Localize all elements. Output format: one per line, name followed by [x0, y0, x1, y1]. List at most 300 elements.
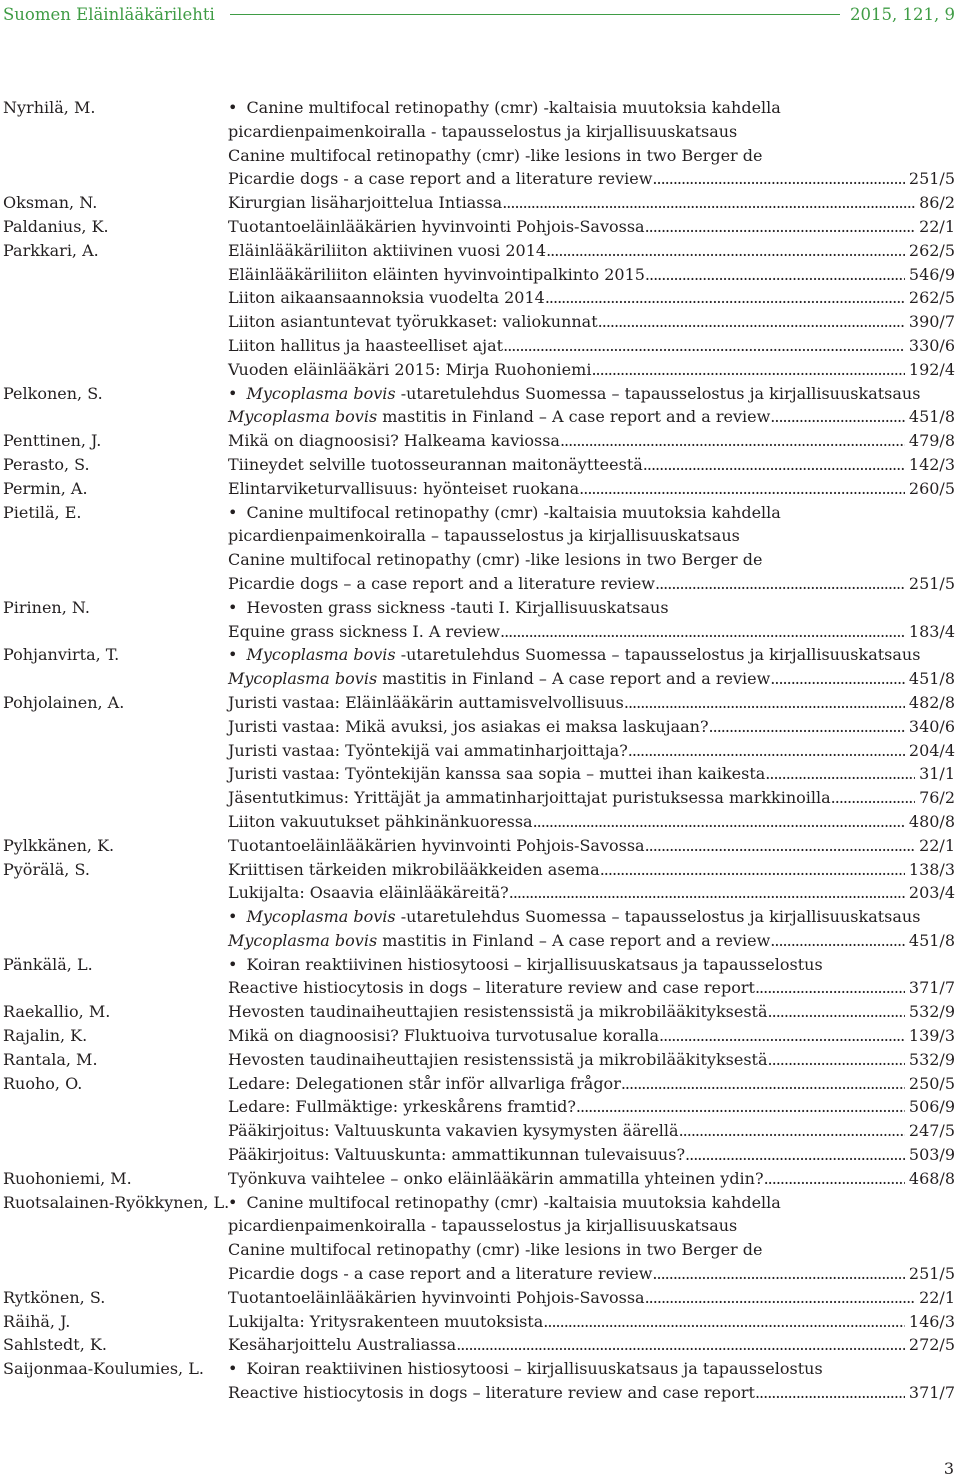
article-title: [228, 167, 652, 191]
page-reference: 251/5: [908, 169, 955, 189]
title-text: Tiineydet selville tuotosseurannan maitonäytteestä: [228, 454, 643, 474]
author-name: Rytkönen, S.: [3, 1287, 106, 1307]
page-reference: 138/3: [908, 859, 955, 879]
article-title: [228, 691, 624, 715]
index-entry: [3, 477, 955, 501]
article-title: [228, 215, 645, 239]
index-entry: [3, 691, 955, 834]
article-line: [228, 1119, 955, 1143]
article-title: [228, 1167, 764, 1191]
bullet-marker: •: [228, 954, 238, 974]
article-line: [228, 429, 955, 453]
index-entry: [3, 1357, 955, 1405]
dot-leader: [509, 881, 905, 905]
title-text: Mikä on diagnoosisi? Fluktuoiva turvotusalue koralla: [228, 1026, 660, 1046]
article-line: [228, 239, 955, 263]
article-list: [228, 1000, 955, 1024]
title-text: mastitis in Finland – A case report and a review: [377, 407, 771, 427]
article-list: [228, 596, 955, 644]
article-line: [228, 834, 955, 858]
page-reference: 203/4: [908, 883, 955, 903]
article-line: [228, 643, 955, 667]
dot-leader: [533, 810, 905, 834]
title-text: Canine multifocal retinopathy (cmr) -kaltaisia muutoksia kahdella: [246, 98, 781, 117]
issue-info: 2015, 121, 9: [850, 4, 955, 24]
article-list: [228, 1286, 955, 1310]
article-line: [228, 881, 955, 905]
author-name: Pänkälä, L.: [3, 954, 93, 974]
author-name: Oksman, N.: [3, 193, 98, 213]
author-name: Pylkkänen, K.: [3, 835, 115, 855]
article-line: [228, 1357, 955, 1381]
article-title: [228, 1310, 543, 1334]
title-text: Reactive histiocytosis in dogs – literature review and case report: [228, 978, 755, 998]
title-text: Juristi vastaa: Eläinlääkärin auttamisvelvollisuus: [228, 692, 624, 712]
title-text: Equine grass sickness I. A review: [228, 621, 500, 641]
dot-leader: [652, 167, 905, 191]
page-reference: 139/3: [908, 1026, 955, 1046]
article-title: [228, 1119, 679, 1143]
index-entry: [3, 858, 955, 953]
author-index: [3, 96, 955, 1405]
title-text: -utaretulehdus Suomessa – tapausselostus ja kirjallisuuskatsaus: [395, 907, 921, 927]
page-reference: 451/8: [908, 407, 955, 427]
running-header: [3, 2, 955, 26]
article-line: [228, 1286, 955, 1310]
article-line: [228, 405, 955, 429]
title-text: Juristi vastaa: Työntekijän kanssa saa sopia – muttei ihan kaikesta: [228, 764, 766, 784]
index-entry: [3, 96, 955, 191]
title-text: Liiton aikaansaannoksia vuodelta 2014: [228, 288, 545, 308]
index-entry: [3, 501, 955, 596]
dot-leader: [624, 691, 905, 715]
dot-leader: [770, 929, 905, 953]
article-line: [228, 953, 955, 977]
page-reference: 532/9: [908, 1002, 955, 1022]
page-reference: 262/5: [908, 288, 955, 308]
title-text: Koiran reaktiivinen histiosytoosi – kirjallisuuskatsaus ja tapausselostus: [246, 1359, 823, 1379]
page-reference: 390/7: [908, 312, 955, 332]
dot-leader: [645, 215, 915, 239]
title-text: Kriittisen tärkeiden mikrobilääkkeiden asema: [228, 859, 600, 879]
article-title: [228, 905, 920, 929]
article-title: [228, 1262, 652, 1286]
title-text: Eläinlääkäriliiton eläinten hyvinvointipalkinto 2015: [228, 264, 645, 284]
index-entry: [3, 1333, 955, 1357]
page-reference: 482/8: [908, 692, 955, 712]
article-line: [228, 334, 955, 358]
bullet-marker: •: [228, 1192, 238, 1212]
dot-leader: [502, 191, 915, 215]
dot-leader: [560, 429, 905, 453]
page-reference: 340/6: [908, 716, 955, 736]
index-entry: [3, 1286, 955, 1310]
author-name: Paldanius, K.: [3, 216, 109, 236]
bullet-marker: •: [228, 383, 238, 403]
page-reference: 22/1: [919, 216, 955, 236]
page-reference: 479/8: [908, 431, 955, 451]
title-text: Mikä on diagnoosisi? Halkeama kaviossa: [228, 431, 560, 451]
article-title: [228, 1214, 737, 1238]
page-reference: 371/7: [908, 1383, 955, 1403]
article-line: [228, 691, 955, 715]
article-list: [228, 501, 955, 596]
dot-leader: [765, 762, 915, 786]
author-name: Saijonmaa-Koulumies, L.: [3, 1359, 204, 1379]
title-text: mastitis in Finland – A case report and a review: [377, 669, 771, 689]
page-reference: 503/9: [908, 1145, 955, 1165]
article-list: [228, 953, 955, 1001]
article-line: [228, 858, 955, 882]
page-reference: 142/3: [908, 454, 955, 474]
species-name: Mycoplasma bovis: [246, 907, 396, 927]
dot-leader: [768, 1000, 905, 1024]
bullet-marker: •: [228, 502, 238, 522]
author-name: Rantala, M.: [3, 1049, 98, 1069]
article-list: [228, 1333, 955, 1357]
article-title: [228, 976, 755, 1000]
article-title: [228, 477, 579, 501]
article-title: [228, 858, 600, 882]
article-title: [228, 453, 643, 477]
article-line: [228, 191, 955, 215]
article-list: [228, 96, 955, 191]
article-list: [228, 1357, 955, 1405]
title-text: Canine multifocal retinopathy (cmr) -like lesions in two Berger de: [228, 550, 763, 570]
title-text: Liiton hallitus ja haasteelliset ajat: [228, 335, 504, 355]
title-text: Hevosten grass sickness -tauti I. Kirjallisuuskatsaus: [246, 597, 669, 617]
page-reference: 146/3: [908, 1311, 955, 1331]
species-name: Mycoplasma bovis: [246, 645, 396, 665]
article-list: [228, 1024, 955, 1048]
dot-leader: [621, 1072, 905, 1096]
article-line: [228, 263, 955, 287]
title-text: picardienpaimenkoiralla – tapausselostus ja kirjallisuuskatsaus: [228, 526, 740, 546]
article-title: [228, 1286, 645, 1310]
page-reference: 506/9: [908, 1097, 955, 1117]
title-text: -utaretulehdus Suomessa – tapausselostus ja kirjallisuuskatsaus: [395, 383, 921, 403]
article-list: [228, 215, 955, 239]
page-reference: 260/5: [908, 478, 955, 498]
author-name: Parkkari, A.: [3, 240, 99, 260]
article-line: [228, 1024, 955, 1048]
article-title: [228, 953, 823, 977]
article-line: [228, 358, 955, 382]
article-title: [228, 1024, 659, 1048]
article-list: [228, 1310, 955, 1334]
author-name: Räihä, J.: [3, 1311, 71, 1331]
article-title: [228, 144, 762, 168]
title-text: picardienpaimenkoiralla - tapausselostus ja kirjallisuuskatsaus: [228, 121, 738, 141]
title-text: Koiran reaktiivinen histiosytoosi – kirjallisuuskatsaus ja tapausselostus: [246, 954, 823, 974]
article-line: [228, 1048, 955, 1072]
dot-leader: [456, 1333, 905, 1357]
index-entry: [3, 453, 955, 477]
index-entry: [3, 596, 955, 644]
page-reference: 22/1: [919, 1287, 955, 1307]
article-line: [228, 715, 955, 739]
article-title: [228, 263, 645, 287]
article-title: [228, 739, 628, 763]
article-title: [228, 548, 762, 572]
title-text: Hevosten taudinaiheuttajien resistenssistä ja mikrobilääkityksestä: [228, 1049, 768, 1069]
title-text: Tuotantoeläinlääkärien hyvinvointi Pohjois-Savossa: [228, 835, 645, 855]
dot-leader: [591, 358, 904, 382]
article-line: [228, 524, 955, 548]
article-title: [228, 1143, 685, 1167]
page-reference: 480/8: [908, 811, 955, 831]
title-text: Canine multifocal retinopathy (cmr) -kaltaisia muutoksia kahdella: [246, 502, 781, 522]
dot-leader: [500, 620, 905, 644]
author-name: Nyrhilä, M.: [3, 98, 96, 117]
page-reference: 468/8: [908, 1168, 955, 1188]
article-line: [228, 1000, 955, 1024]
journal-title: Suomen Eläinlääkärilehti: [3, 4, 215, 24]
title-text: Vuoden eläinlääkäri 2015: Mirja Ruohoniemi: [228, 359, 592, 379]
article-line: [228, 596, 955, 620]
index-entry: [3, 834, 955, 858]
article-line: [228, 477, 955, 501]
article-line: [228, 310, 955, 334]
article-line: [228, 929, 955, 953]
article-title: [228, 1191, 781, 1215]
article-line: [228, 1214, 955, 1238]
dot-leader: [643, 453, 905, 477]
index-entry: [3, 953, 955, 1001]
header-rule: [230, 14, 840, 15]
article-line: [228, 1191, 955, 1215]
dot-leader: [655, 572, 905, 596]
author-name: Pohjanvirta, T.: [3, 645, 120, 665]
article-title: [228, 120, 737, 144]
author-name: Raekallio, M.: [3, 1002, 111, 1022]
article-title: [228, 1238, 762, 1262]
page-reference: 76/2: [919, 788, 955, 808]
page-reference: 247/5: [908, 1121, 955, 1141]
article-line: [228, 1333, 955, 1357]
article-line: [228, 96, 955, 120]
article-list: [228, 1191, 955, 1286]
page-reference: 192/4: [908, 359, 955, 379]
article-title: [228, 1357, 823, 1381]
author-name: Permin, A.: [3, 478, 88, 498]
title-text: Juristi vastaa: Työntekijä vai ammatinharjoittaja?: [228, 740, 628, 760]
index-entry: [3, 1048, 955, 1072]
dot-leader: [831, 786, 915, 810]
article-title: [228, 786, 831, 810]
dot-leader: [770, 405, 905, 429]
article-title: [228, 96, 781, 120]
title-text: Pääkirjoitus: Valtuuskunta vakavien kysymysten äärellä: [228, 1121, 679, 1141]
article-list: [228, 643, 955, 691]
index-entry: [3, 1310, 955, 1334]
bullet-marker: •: [228, 907, 238, 927]
article-title: [228, 358, 591, 382]
article-line: [228, 786, 955, 810]
article-line: [228, 1095, 955, 1119]
title-text: Lukijalta: Yritysrakenteen muutoksista: [228, 1311, 544, 1331]
index-entry: [3, 191, 955, 215]
page-reference: 204/4: [908, 740, 955, 760]
author-name: Pietilä, E.: [3, 502, 82, 522]
article-line: [228, 667, 955, 691]
title-text: Tuotantoeläinlääkärien hyvinvointi Pohjois-Savossa: [228, 1287, 645, 1307]
article-title: [228, 405, 770, 429]
article-list: [228, 1072, 955, 1167]
article-title: [228, 1333, 456, 1357]
title-text: Lukijalta: Osaavia eläinlääkäreitä?: [228, 883, 509, 903]
article-line: [228, 739, 955, 763]
title-text: Hevosten taudinaiheuttajien resistenssistä ja mikrobilääkityksestä: [228, 1002, 768, 1022]
article-list: [228, 858, 955, 953]
dot-leader: [645, 263, 905, 287]
article-line: [228, 453, 955, 477]
article-line: [228, 1167, 955, 1191]
dot-leader: [685, 1143, 905, 1167]
article-title: [228, 929, 770, 953]
article-title: [228, 191, 502, 215]
page-reference: 250/5: [908, 1073, 955, 1093]
article-title: [228, 834, 645, 858]
dot-leader: [579, 477, 905, 501]
article-title: [228, 429, 560, 453]
title-text: Ledare: Delegationen står inför allvarliga frågor: [228, 1073, 621, 1093]
title-text: Liiton vakuutukset pähkinänkuoressa: [228, 811, 533, 831]
article-list: [228, 429, 955, 453]
index-entry: [3, 1024, 955, 1048]
title-text: Ledare: Fullmäktige: yrkeskårens framtid?: [228, 1097, 576, 1117]
article-title: [228, 1095, 576, 1119]
dot-leader: [645, 1286, 915, 1310]
title-text: Juristi vastaa: Mikä avuksi, jos asiakas ei maksa laskujaan?: [228, 716, 709, 736]
article-line: [228, 1143, 955, 1167]
article-title: [228, 881, 509, 905]
page-reference: 22/1: [919, 835, 955, 855]
dot-leader: [768, 1048, 905, 1072]
page-reference: 31/1: [919, 764, 955, 784]
article-title: [228, 762, 765, 786]
article-line: [228, 1072, 955, 1096]
dot-leader: [543, 1310, 905, 1334]
article-title: [228, 810, 533, 834]
author-name: Penttinen, J.: [3, 431, 102, 451]
dot-leader: [755, 1381, 905, 1405]
dot-leader: [659, 1024, 905, 1048]
article-line: [228, 548, 955, 572]
dot-leader: [764, 1167, 905, 1191]
article-list: [228, 239, 955, 382]
article-title: [228, 1000, 768, 1024]
article-title: [228, 239, 546, 263]
page-reference: 262/5: [908, 240, 955, 260]
article-line: [228, 1381, 955, 1405]
dot-leader: [645, 834, 915, 858]
title-text: Pääkirjoitus: Valtuuskunta: ammattikunnan tulevaisuus?: [228, 1145, 686, 1165]
title-text: Työnkuva vaihtelee – onko eläinlääkärin ammatilla yhteinen ydin?: [228, 1168, 764, 1188]
article-list: [228, 191, 955, 215]
title-text: picardienpaimenkoiralla - tapausselostus ja kirjallisuuskatsaus: [228, 1216, 738, 1236]
page-number: 3: [943, 1459, 954, 1478]
article-list: [228, 382, 955, 430]
article-title: [228, 334, 503, 358]
article-line: [228, 382, 955, 406]
index-entry: [3, 215, 955, 239]
dot-leader: [503, 334, 905, 358]
dot-leader: [576, 1095, 905, 1119]
author-name: Perasto, S.: [3, 454, 90, 474]
page-reference: 183/4: [908, 621, 955, 641]
title-text: Reactive histiocytosis in dogs – literature review and case report: [228, 1383, 755, 1403]
index-entry: [3, 643, 955, 691]
page-reference: 546/9: [908, 264, 955, 284]
author-name: Pyörälä, S.: [3, 859, 90, 879]
page-reference: 251/5: [908, 573, 955, 593]
article-list: [228, 834, 955, 858]
dot-leader: [755, 976, 905, 1000]
bullet-marker: •: [228, 645, 238, 665]
title-text: Liiton asiantuntevat työrukkaset: valiokunnat: [228, 312, 598, 332]
bullet-marker: •: [228, 1359, 238, 1379]
bullet-marker: •: [228, 98, 238, 117]
author-name: Sahlstedt, K.: [3, 1335, 107, 1355]
dot-leader: [600, 858, 905, 882]
article-title: [228, 1072, 621, 1096]
article-line: [228, 810, 955, 834]
page-reference: 451/8: [908, 669, 955, 689]
title-text: mastitis in Finland – A case report and a review: [377, 930, 771, 950]
article-title: [228, 524, 740, 548]
article-title: [228, 286, 545, 310]
article-line: [228, 1310, 955, 1334]
article-line: [228, 120, 955, 144]
title-text: -utaretulehdus Suomessa – tapausselostus ja kirjallisuuskatsaus: [395, 645, 921, 665]
page-reference: 532/9: [908, 1049, 955, 1069]
article-line: [228, 1262, 955, 1286]
title-text: Eläinlääkäriliiton aktiivinen vuosi 2014: [228, 240, 547, 260]
article-title: [228, 643, 920, 667]
index-entry: [3, 382, 955, 430]
page-reference: 251/5: [908, 1264, 955, 1284]
dot-leader: [598, 310, 905, 334]
species-name: Mycoplasma bovis: [228, 930, 378, 950]
dot-leader: [709, 715, 905, 739]
article-line: [228, 762, 955, 786]
title-text: Picardie dogs – a case report and a literature review: [228, 573, 655, 593]
article-line: [228, 572, 955, 596]
dot-leader: [545, 286, 905, 310]
article-title: [228, 1381, 755, 1405]
page-reference: 451/8: [908, 930, 955, 950]
species-name: Mycoplasma bovis: [228, 407, 378, 427]
article-title: [228, 501, 781, 525]
species-name: Mycoplasma bovis: [228, 669, 378, 689]
article-line: [228, 501, 955, 525]
article-list: [228, 691, 955, 834]
article-line: [228, 167, 955, 191]
dot-leader: [546, 239, 905, 263]
article-line: [228, 215, 955, 239]
dot-leader: [652, 1262, 905, 1286]
author-name: Rajalin, K.: [3, 1026, 88, 1046]
index-entry: [3, 1191, 955, 1286]
index-entry: [3, 1072, 955, 1167]
index-entry: [3, 1167, 955, 1191]
author-name: Pelkonen, S.: [3, 383, 103, 403]
title-text: Picardie dogs - a case report and a literature review: [228, 169, 653, 189]
article-title: [228, 572, 655, 596]
page-reference: 330/6: [908, 335, 955, 355]
article-list: [228, 477, 955, 501]
